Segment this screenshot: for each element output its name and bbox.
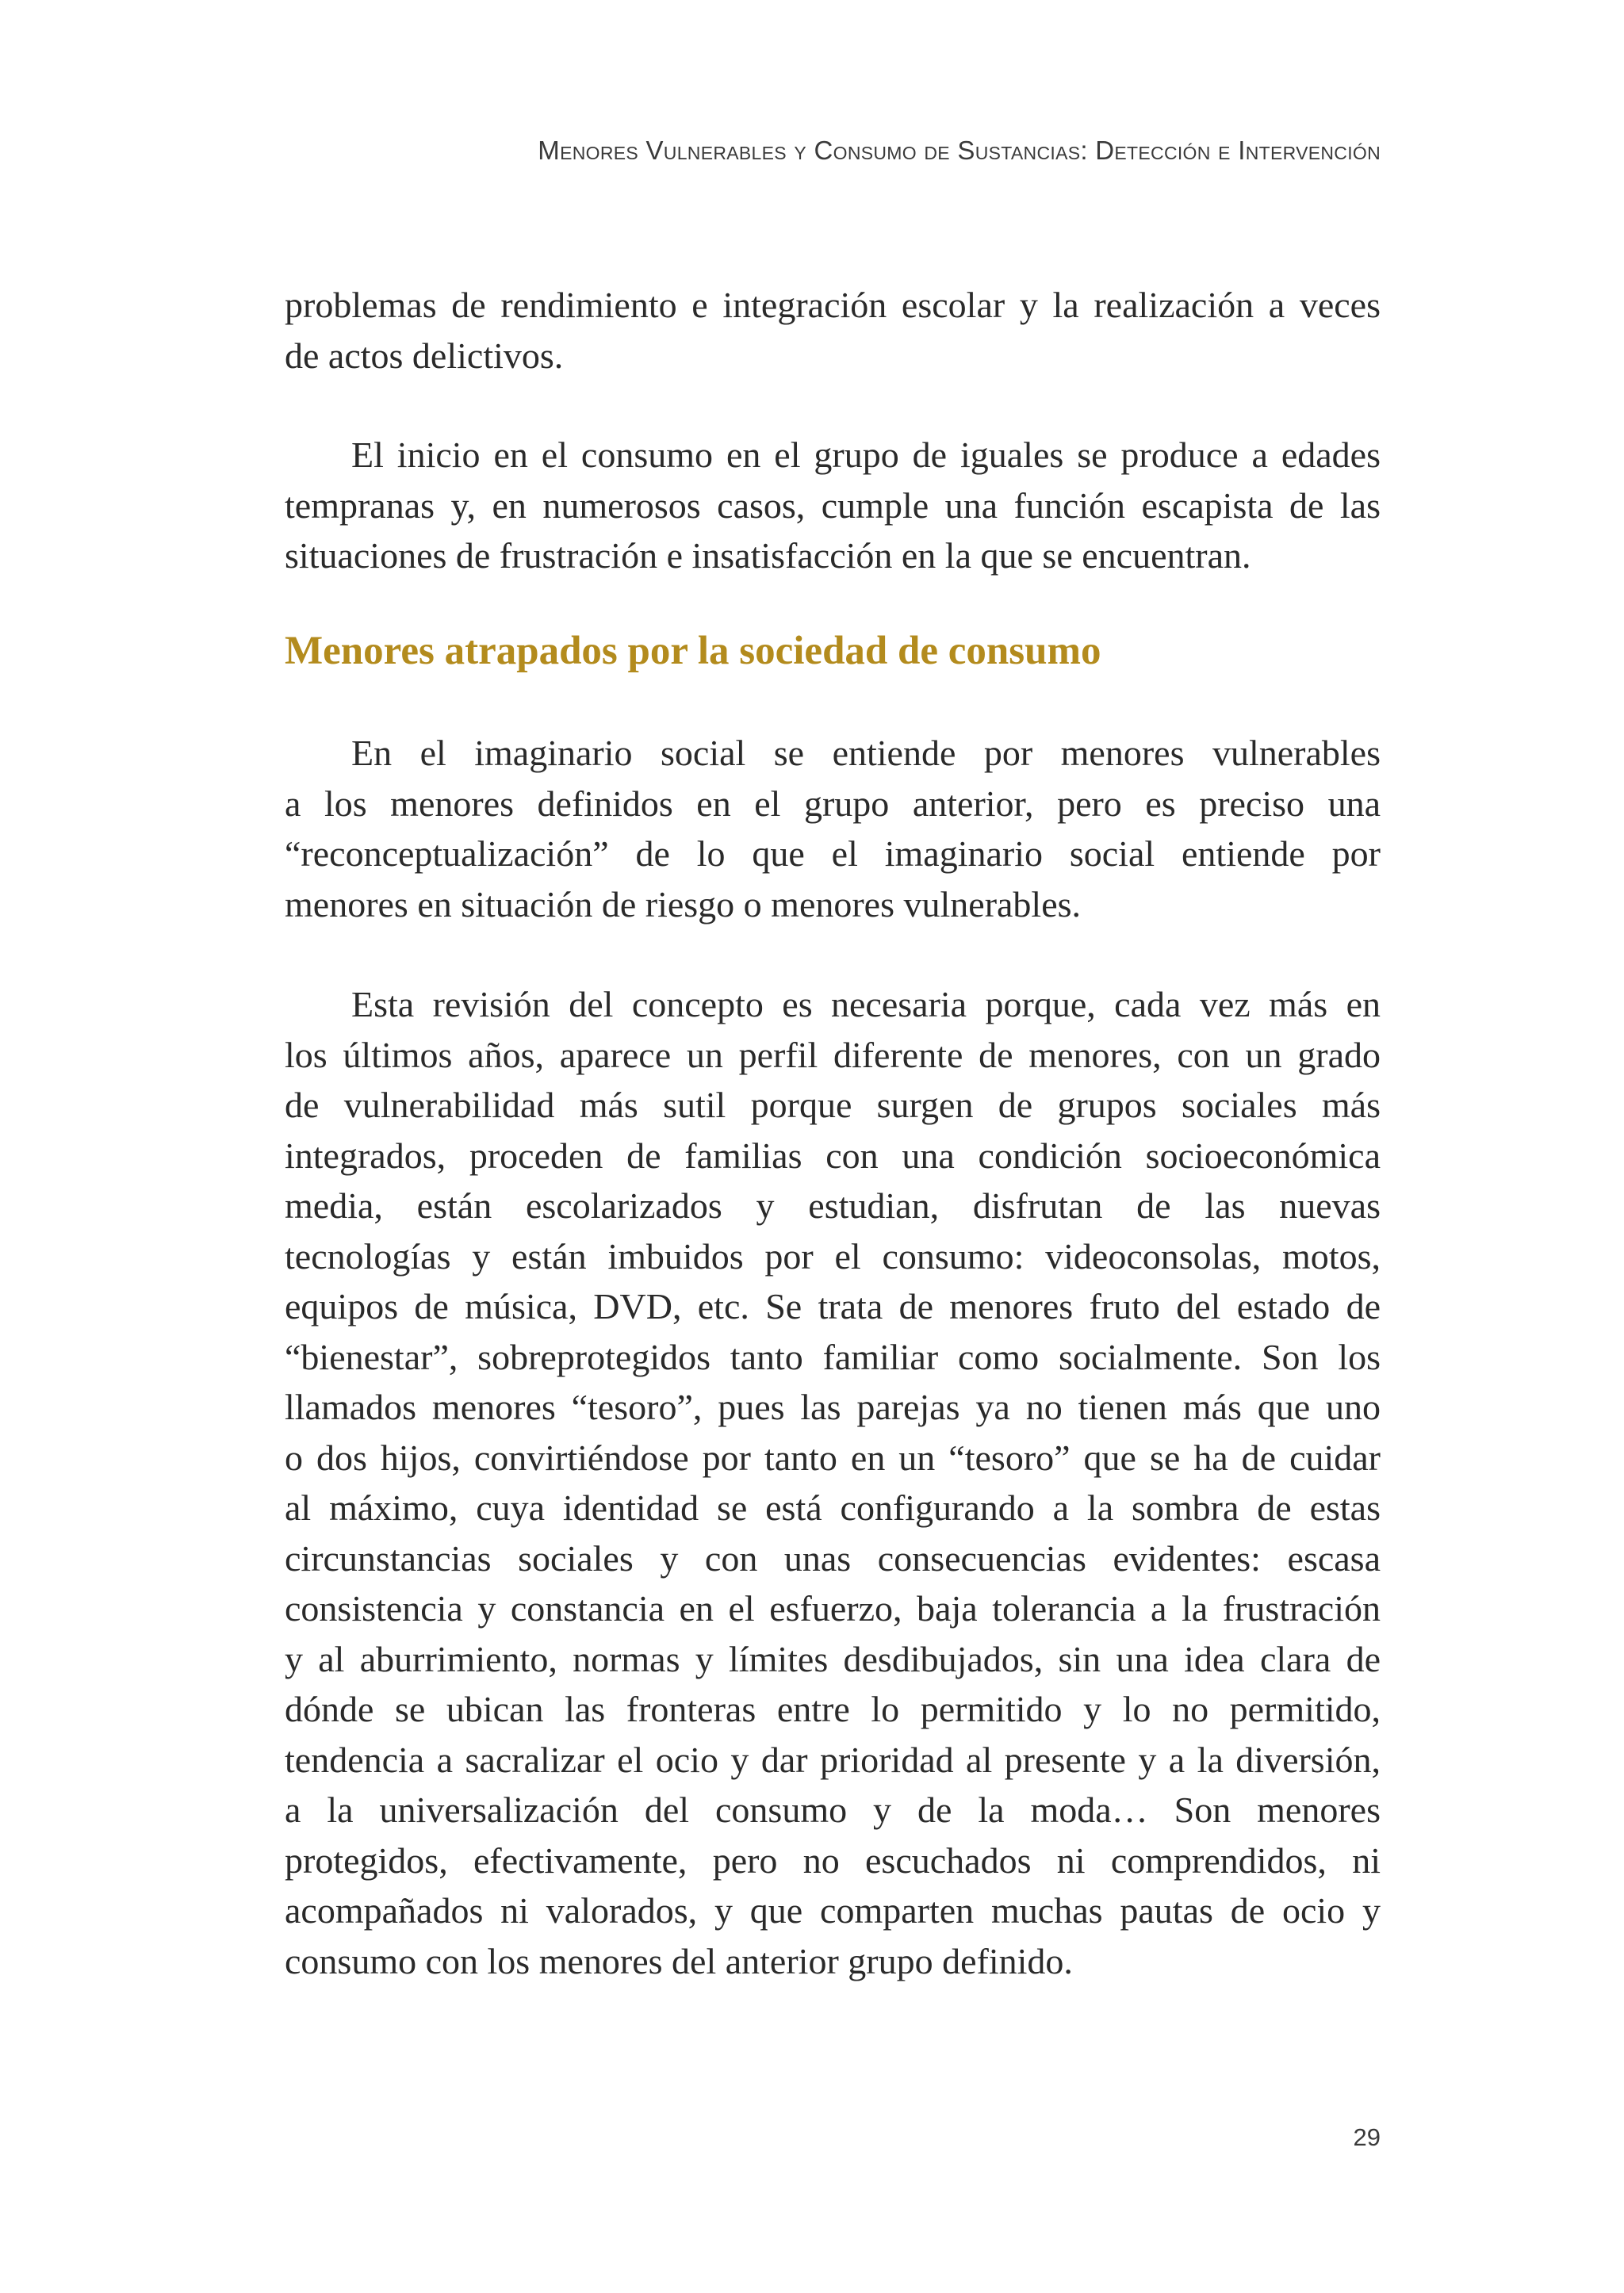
text-line: o dos hijos, convirtiéndose por tanto en un “tesoro” que se ha de cuidar — [285, 1437, 1381, 1478]
text-line: tempranas y, en numerosos casos, cumple una función escapista de las — [285, 484, 1381, 526]
text-line: media, están escolarizados y estudian, disfrutan de las nuevas — [285, 1185, 1381, 1226]
text-line: “reconceptualización” de lo que el imaginario social entiende por — [285, 833, 1381, 874]
text-line: llamados menores “tesoro”, pues las parejas ya no tienen más que uno — [285, 1387, 1381, 1427]
text-line: Esta revisión del concepto es necesaria porque, cada vez más en — [351, 984, 1381, 1024]
text-line: equipos de música, DVD, etc. Se trata de menores fruto del estado de — [285, 1286, 1381, 1326]
text-line: consistencia y constancia en el esfuerzo, baja tolerancia a la frustración — [285, 1588, 1381, 1629]
text-line: “bienestar”, sobreprotegidos tanto familiar como socialmente. Son los — [285, 1336, 1381, 1377]
text-line: de actos delictivos. — [285, 335, 564, 376]
text-line: y al aburrimiento, normas y límites desdibujados, sin una idea clara de — [285, 1638, 1381, 1679]
paragraph — [285, 430, 1381, 581]
page-number: 29 — [1353, 2123, 1381, 2151]
text-line: tecnologías y están imbuidos por el consumo: videoconsolas, motos, — [285, 1235, 1381, 1277]
text-line: integrados, proceden de familias con una condición socioeconómica — [285, 1135, 1381, 1176]
body-text — [285, 280, 1381, 1986]
text-line: a los menores definidos en el grupo anterior, pero es preciso una — [285, 783, 1381, 824]
paragraph — [285, 728, 1381, 929]
text-line: al máximo, cuya identidad se está configurando a la sombra de estas — [285, 1487, 1381, 1528]
text-line: situaciones de frustración e insatisfacción en la que se encuentran. — [285, 535, 1251, 576]
section-heading: Menores atrapados por la sociedad de consumo — [285, 628, 1101, 673]
paragraph — [285, 280, 1381, 381]
text-line: En el imaginario social se entiende por menores vulnerables — [351, 733, 1381, 773]
text-line: a la universalización del consumo y de la moda… Son menores — [285, 1790, 1381, 1830]
text-line: menores en situación de riesgo o menores vulnerables. — [285, 883, 1082, 924]
text-line: tendencia a sacralizar el ocio y dar prioridad al presente y a la diversión, — [285, 1739, 1381, 1780]
text-line: de vulnerabilidad más sutil porque surgen de grupos sociales más — [285, 1085, 1381, 1125]
paragraph — [285, 979, 1381, 1986]
text-line: protegidos, efectivamente, pero no escuchados ni comprendidos, ni — [285, 1839, 1381, 1881]
text-line: consumo con los menores del anterior grupo definido. — [285, 1940, 1073, 1981]
running-header-title: Menores Vulnerables y Consumo de Sustancias: Detección e Intervención — [538, 136, 1381, 165]
text-line: problemas de rendimiento e integración escolar y la realización a veces — [285, 285, 1381, 325]
text-line: dónde se ubican las fronteras entre lo permitido y lo no permitido, — [285, 1689, 1381, 1729]
text-line: El inicio en el consumo en el grupo de iguales se produce a edades — [351, 434, 1381, 475]
text-line: acompañados ni valorados, y que comparten muchas pautas de ocio y — [285, 1890, 1381, 1931]
text-line: los últimos años, aparece un perfil diferente de menores, con un grado — [285, 1034, 1381, 1075]
text-line: circunstancias sociales y con unas consecuencias evidentes: escasa — [285, 1537, 1381, 1579]
